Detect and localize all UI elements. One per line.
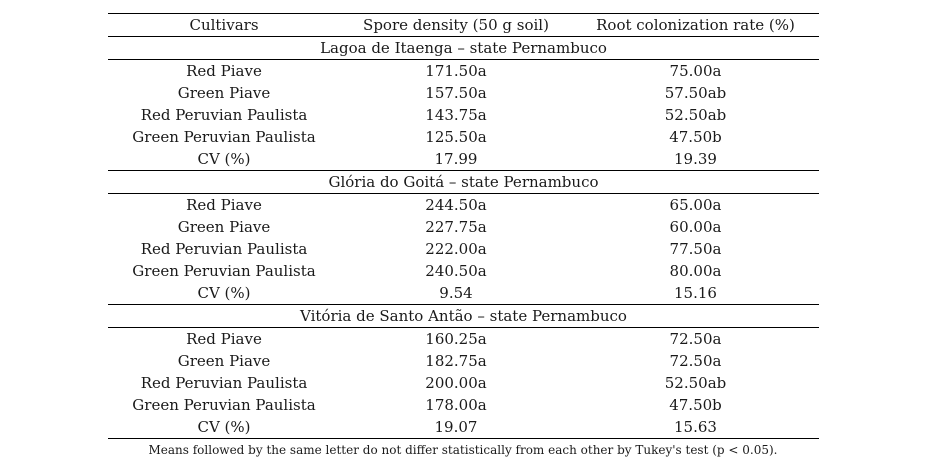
spore-density-cell: 157.50a	[425, 84, 487, 102]
cultivar-cell: Green Piave	[177, 84, 271, 102]
cultivar-cell: Red Peruvian Paulista	[140, 240, 308, 258]
spore-density-cell: 171.50a	[425, 62, 487, 80]
cv-row	[108, 416, 819, 439]
section-row	[108, 305, 819, 328]
spore-density-cell: 143.75a	[425, 106, 487, 124]
spore-density-cell: 9.54	[340, 282, 572, 305]
root-colonization-cell: 52.50ab	[664, 106, 727, 124]
root-colonization-cell: 75.00a	[669, 62, 722, 80]
section-row	[108, 171, 819, 194]
root-colonization-cell: 15.16	[572, 282, 819, 305]
root-colonization-cell: 52.50ab	[664, 374, 727, 392]
cultivar-cell: Red Peruvian Paulista	[140, 106, 308, 124]
root-colonization-cell: 19.39	[572, 148, 819, 171]
spore-density-cell: 19.07	[340, 416, 572, 439]
cultivar-cell: Green Piave	[177, 352, 271, 370]
root-colonization-cell: 47.50b	[669, 128, 722, 146]
cultivar-cell: Green Peruvian Paulista	[132, 262, 316, 280]
cultivar-cell: Red Piave	[186, 330, 262, 348]
table-row	[108, 194, 819, 217]
data-table-container	[108, 13, 819, 439]
root-colonization-cell: 60.00a	[669, 218, 722, 236]
spore-density-cell: 178.00a	[425, 396, 487, 414]
table-row	[108, 328, 819, 351]
table-row	[108, 104, 819, 126]
root-colonization-cell: 72.50a	[669, 330, 722, 348]
root-colonization-cell: 77.50a	[669, 240, 722, 258]
root-colonization-cell: 65.00a	[669, 196, 722, 214]
table-footnote: Means followed by the same letter do not differ statistically from each other by Tukey's test (p < 0.05).	[148, 443, 778, 457]
cultivar-cell: Red Piave	[186, 196, 262, 214]
table-row	[108, 60, 819, 83]
table-row	[108, 82, 819, 104]
table-row	[108, 126, 819, 148]
cultivar-cell: Red Piave	[186, 62, 262, 80]
cultivar-cell: Green Piave	[177, 218, 271, 236]
header-spore-density: Spore density (50 g soil)	[340, 14, 572, 37]
section-row	[108, 37, 819, 60]
spore-density-cell: 244.50a	[425, 196, 487, 214]
cultivar-cell: CV (%)	[108, 282, 340, 305]
spore-density-cell: 17.99	[340, 148, 572, 171]
table-header	[108, 14, 819, 37]
spore-density-cell: 182.75a	[425, 352, 487, 370]
root-colonization-cell: 15.63	[572, 416, 819, 439]
cultivar-cell: Green Peruvian Paulista	[132, 396, 316, 414]
table-body	[108, 37, 819, 439]
table-row	[108, 350, 819, 372]
header-cultivars: Cultivars	[108, 14, 340, 37]
header-row	[108, 14, 819, 37]
header-root-colonization: Root colonization rate (%)	[572, 14, 819, 37]
spore-density-cell: 125.50a	[425, 128, 487, 146]
root-colonization-cell: 80.00a	[669, 262, 722, 280]
cultivar-cell: CV (%)	[108, 416, 340, 439]
table-row	[108, 372, 819, 394]
spore-density-cell: 227.75a	[425, 218, 487, 236]
root-colonization-cell: 72.50a	[669, 352, 722, 370]
cultivar-table	[108, 13, 819, 439]
spore-density-cell: 240.50a	[425, 262, 487, 280]
table-row	[108, 216, 819, 238]
spore-density-cell: 222.00a	[425, 240, 487, 258]
section-title: Vitória de Santo Antão – state Pernambuco	[108, 305, 819, 328]
table-row	[108, 238, 819, 260]
section-title: Glória do Goitá – state Pernambuco	[108, 171, 819, 194]
cv-row	[108, 282, 819, 305]
spore-density-cell: 200.00a	[425, 374, 487, 392]
cultivar-cell: Red Peruvian Paulista	[140, 374, 308, 392]
table-row	[108, 260, 819, 282]
table-row	[108, 394, 819, 416]
cv-row	[108, 148, 819, 171]
root-colonization-cell: 57.50ab	[664, 84, 727, 102]
cultivar-cell: CV (%)	[108, 148, 340, 171]
cultivar-cell: Green Peruvian Paulista	[132, 128, 316, 146]
root-colonization-cell: 47.50b	[669, 396, 722, 414]
spore-density-cell: 160.25a	[425, 330, 487, 348]
section-title: Lagoa de Itaenga – state Pernambuco	[108, 37, 819, 60]
